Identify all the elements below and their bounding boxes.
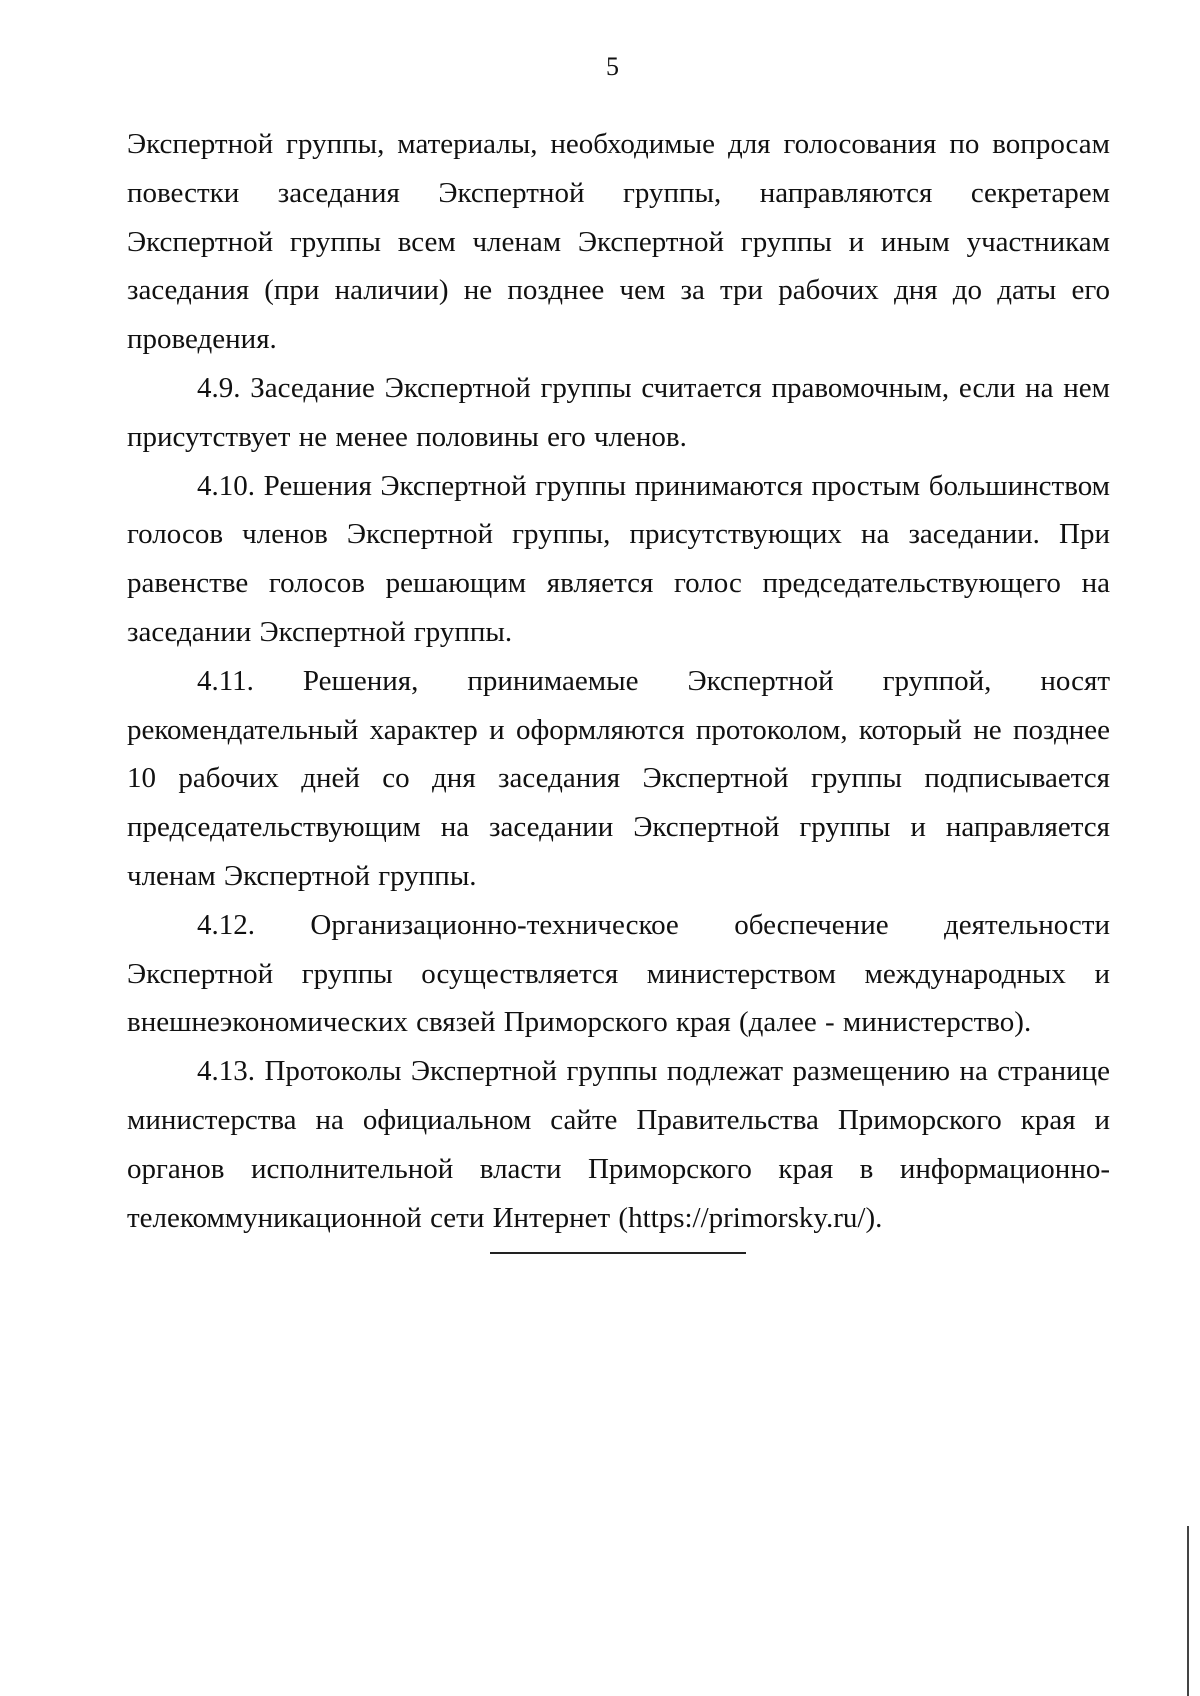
end-of-text-rule (490, 1252, 746, 1254)
document-body (127, 120, 1110, 1242)
paragraph-4-9: 4.9. Заседание Экспертной группы считается правомочным, если на нем присутствует не менее половины его членов. (127, 371, 1110, 453)
paragraph-4-13: 4.13. Протоколы Экспертной группы подлежат размещению на странице министерства на официальном сайте Правительства Приморского края и органов исполнительной власти Приморского края в информационно-телекоммуникационной сети Интернет (https://primorsky.ru/). (127, 1055, 1110, 1234)
paragraph-4-12: 4.12. Организационно-техническое обеспечение деятельности Экспертной группы осуществляется министерством международных и внешнеэкономических связей Приморского края (далее - министерство). (127, 908, 1110, 1039)
scan-edge-line (1187, 1526, 1189, 1696)
page-number: 5 (606, 52, 619, 81)
paragraph-continuation: Экспертной группы, материалы, необходимые для голосования по вопросам повестки заседания Экспертной группы, направляются секретарем Экспертной группы всем членам Экспертной группы и иным участникам заседания (при наличии) не позднее чем за три рабочих дня до даты его проведения. (127, 128, 1110, 356)
paragraph-4-10: 4.10. Решения Экспертной группы принимаются простым большинством голосов членов Экспертной группы, присутствующих на заседании. При равенстве голосов решающим является голос председательствующего на заседании Экспертной группы. (127, 469, 1110, 648)
paragraph-4-11: 4.11. Решения, принимаемые Экспертной группой, носят рекомендательный характер и оформляются протоколом, который не позднее 10 рабочих дней со дня заседания Экспертной группы подписывается председательствующим на заседании Экспертной группы и направляется членам Экспертной группы. (127, 664, 1110, 892)
